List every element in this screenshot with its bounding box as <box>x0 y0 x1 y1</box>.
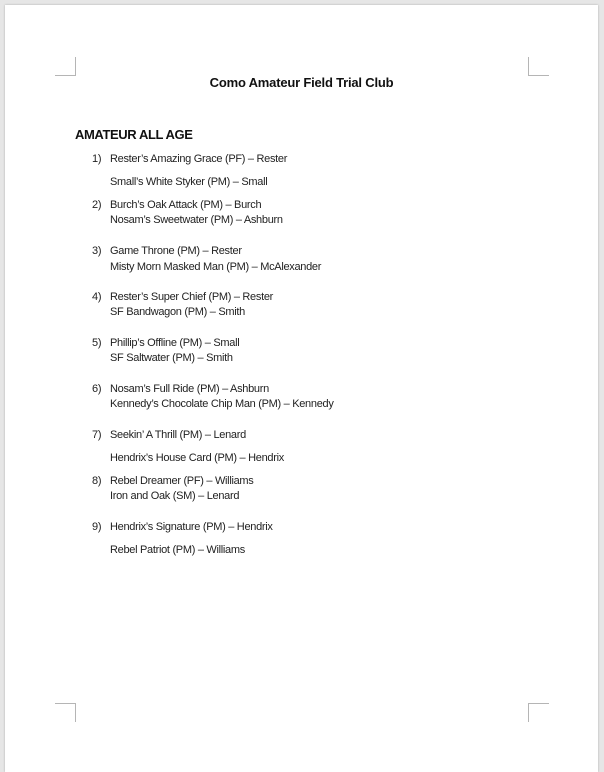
placement-entry: Nosam’s Full Ride (PM) – Ashburn <box>110 383 269 395</box>
placement-entry: Hendrix’s Signature (PM) – Hendrix <box>110 521 273 533</box>
margin-corner-bottom-left <box>55 703 76 722</box>
placement-number: 6) <box>92 383 102 395</box>
document-page <box>5 5 598 772</box>
placement-number: 9) <box>92 521 102 533</box>
placement-entry: Small’s White Styker (PM) – Small <box>110 176 268 188</box>
placement-entry: Rester’s Super Chief (PM) – Rester <box>110 291 274 303</box>
placement-number: 2) <box>92 199 102 211</box>
placement-entry: Rebel Dreamer (PF) – Williams <box>110 475 254 487</box>
placement-number: 5) <box>92 337 102 349</box>
placement-entry: Hendrix’s House Card (PM) – Hendrix <box>110 452 284 464</box>
placement-entry: Game Throne (PM) – Rester <box>110 245 242 257</box>
placement-number: 4) <box>92 291 102 303</box>
placement-entry: Iron and Oak (SM) – Lenard <box>110 490 240 502</box>
placement-number: 8) <box>92 475 102 487</box>
margin-corner-bottom-right <box>528 703 549 722</box>
placement-entry: Rebel Patriot (PM) – Williams <box>110 544 245 556</box>
placement-entry: Seekin’ A Thrill (PM) – Lenard <box>110 429 246 441</box>
placement-number: 3) <box>92 245 102 257</box>
placement-entry: Phillip’s Offline (PM) – Small <box>110 337 240 349</box>
section-heading: AMATEUR ALL AGE <box>75 127 193 142</box>
placement-entry: Misty Morn Masked Man (PM) – McAlexander <box>110 261 322 273</box>
placement-entry: SF Saltwater (PM) – Smith <box>110 352 233 364</box>
placement-entry: Nosam’s Sweetwater (PM) – Ashburn <box>110 214 283 226</box>
margin-corner-top-right <box>528 57 549 76</box>
margin-corner-top-left <box>55 57 76 76</box>
placement-entry: SF Bandwagon (PM) – Smith <box>110 306 245 318</box>
placement-number: 7) <box>92 429 102 441</box>
placement-entry: Kennedy’s Chocolate Chip Man (PM) – Kennedy <box>110 398 334 410</box>
placement-entry: Burch’s Oak Attack (PM) – Burch <box>110 199 262 211</box>
document-title: Como Amateur Field Trial Club <box>209 75 394 90</box>
placement-entry: Rester’s Amazing Grace (PF) – Rester <box>110 153 288 165</box>
placement-number: 1) <box>92 153 102 165</box>
